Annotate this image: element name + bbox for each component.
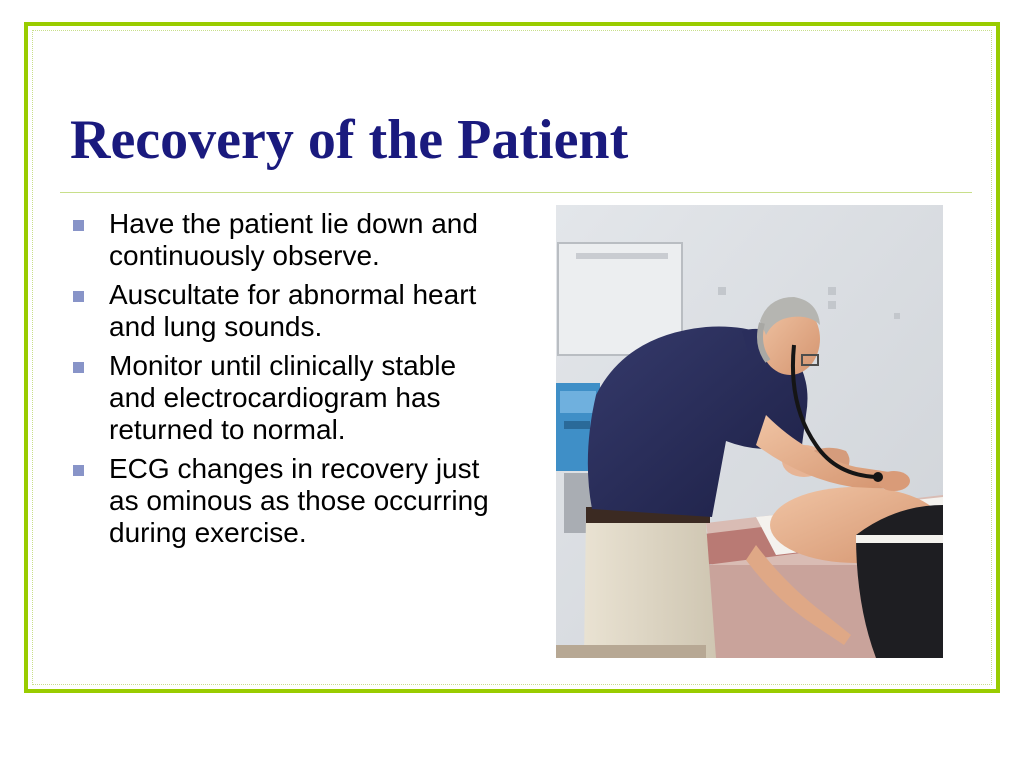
bullet-item — [70, 453, 510, 549]
bullet-text: Monitor until clinically stable and electrocardiogram has returned to normal. — [109, 350, 457, 445]
slide-title: Recovery of the Patient — [70, 109, 629, 171]
square-bullet-icon — [73, 362, 84, 373]
bullet-list — [70, 208, 510, 556]
bullet-text: Auscultate for abnormal heart and lung sounds. — [109, 279, 477, 342]
title-divider — [60, 192, 972, 193]
bullet-item — [70, 208, 510, 272]
square-bullet-icon — [73, 291, 84, 302]
bullet-text: Have the patient lie down and continuously observe. — [109, 208, 478, 271]
square-bullet-icon — [73, 465, 84, 476]
bullet-text: ECG changes in recovery just as ominous as those occurring during exercise. — [109, 453, 489, 548]
bullet-item — [70, 279, 510, 343]
square-bullet-icon — [73, 220, 84, 231]
bullet-item — [70, 350, 510, 446]
clinician-auscultating-patient-photo — [556, 205, 943, 658]
